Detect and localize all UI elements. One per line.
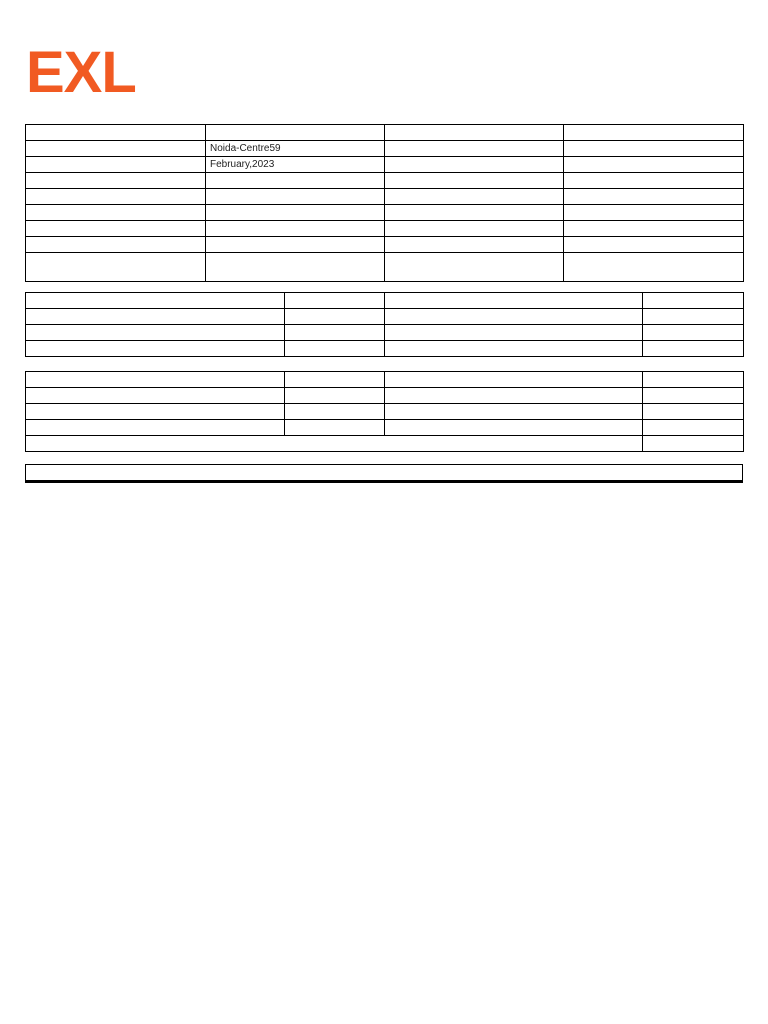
earnings-deductions-table: [25, 292, 744, 357]
table-row: [26, 341, 744, 357]
table-row: [26, 173, 744, 189]
table-row: [26, 293, 744, 309]
table-row: [26, 189, 744, 205]
table-row: [26, 436, 744, 452]
table-row: [26, 205, 744, 221]
company-logo: EXL: [26, 40, 136, 105]
table-row: [26, 141, 744, 157]
table-row: [26, 420, 744, 436]
footer-divider: [25, 480, 743, 482]
table-row: [26, 157, 744, 173]
table-row: [26, 325, 744, 341]
table-row: [26, 125, 744, 141]
table-row: [26, 309, 744, 325]
table-row: [26, 237, 744, 253]
table-row: [26, 372, 744, 388]
location-value: Noida-Centre59: [206, 141, 385, 157]
summary-table: [25, 371, 744, 452]
table-row: [26, 253, 744, 282]
table-row: [26, 388, 744, 404]
table-row: [26, 404, 744, 420]
period-value: February,2023: [206, 157, 385, 173]
table-row: [26, 221, 744, 237]
employee-info-table: [25, 124, 744, 282]
